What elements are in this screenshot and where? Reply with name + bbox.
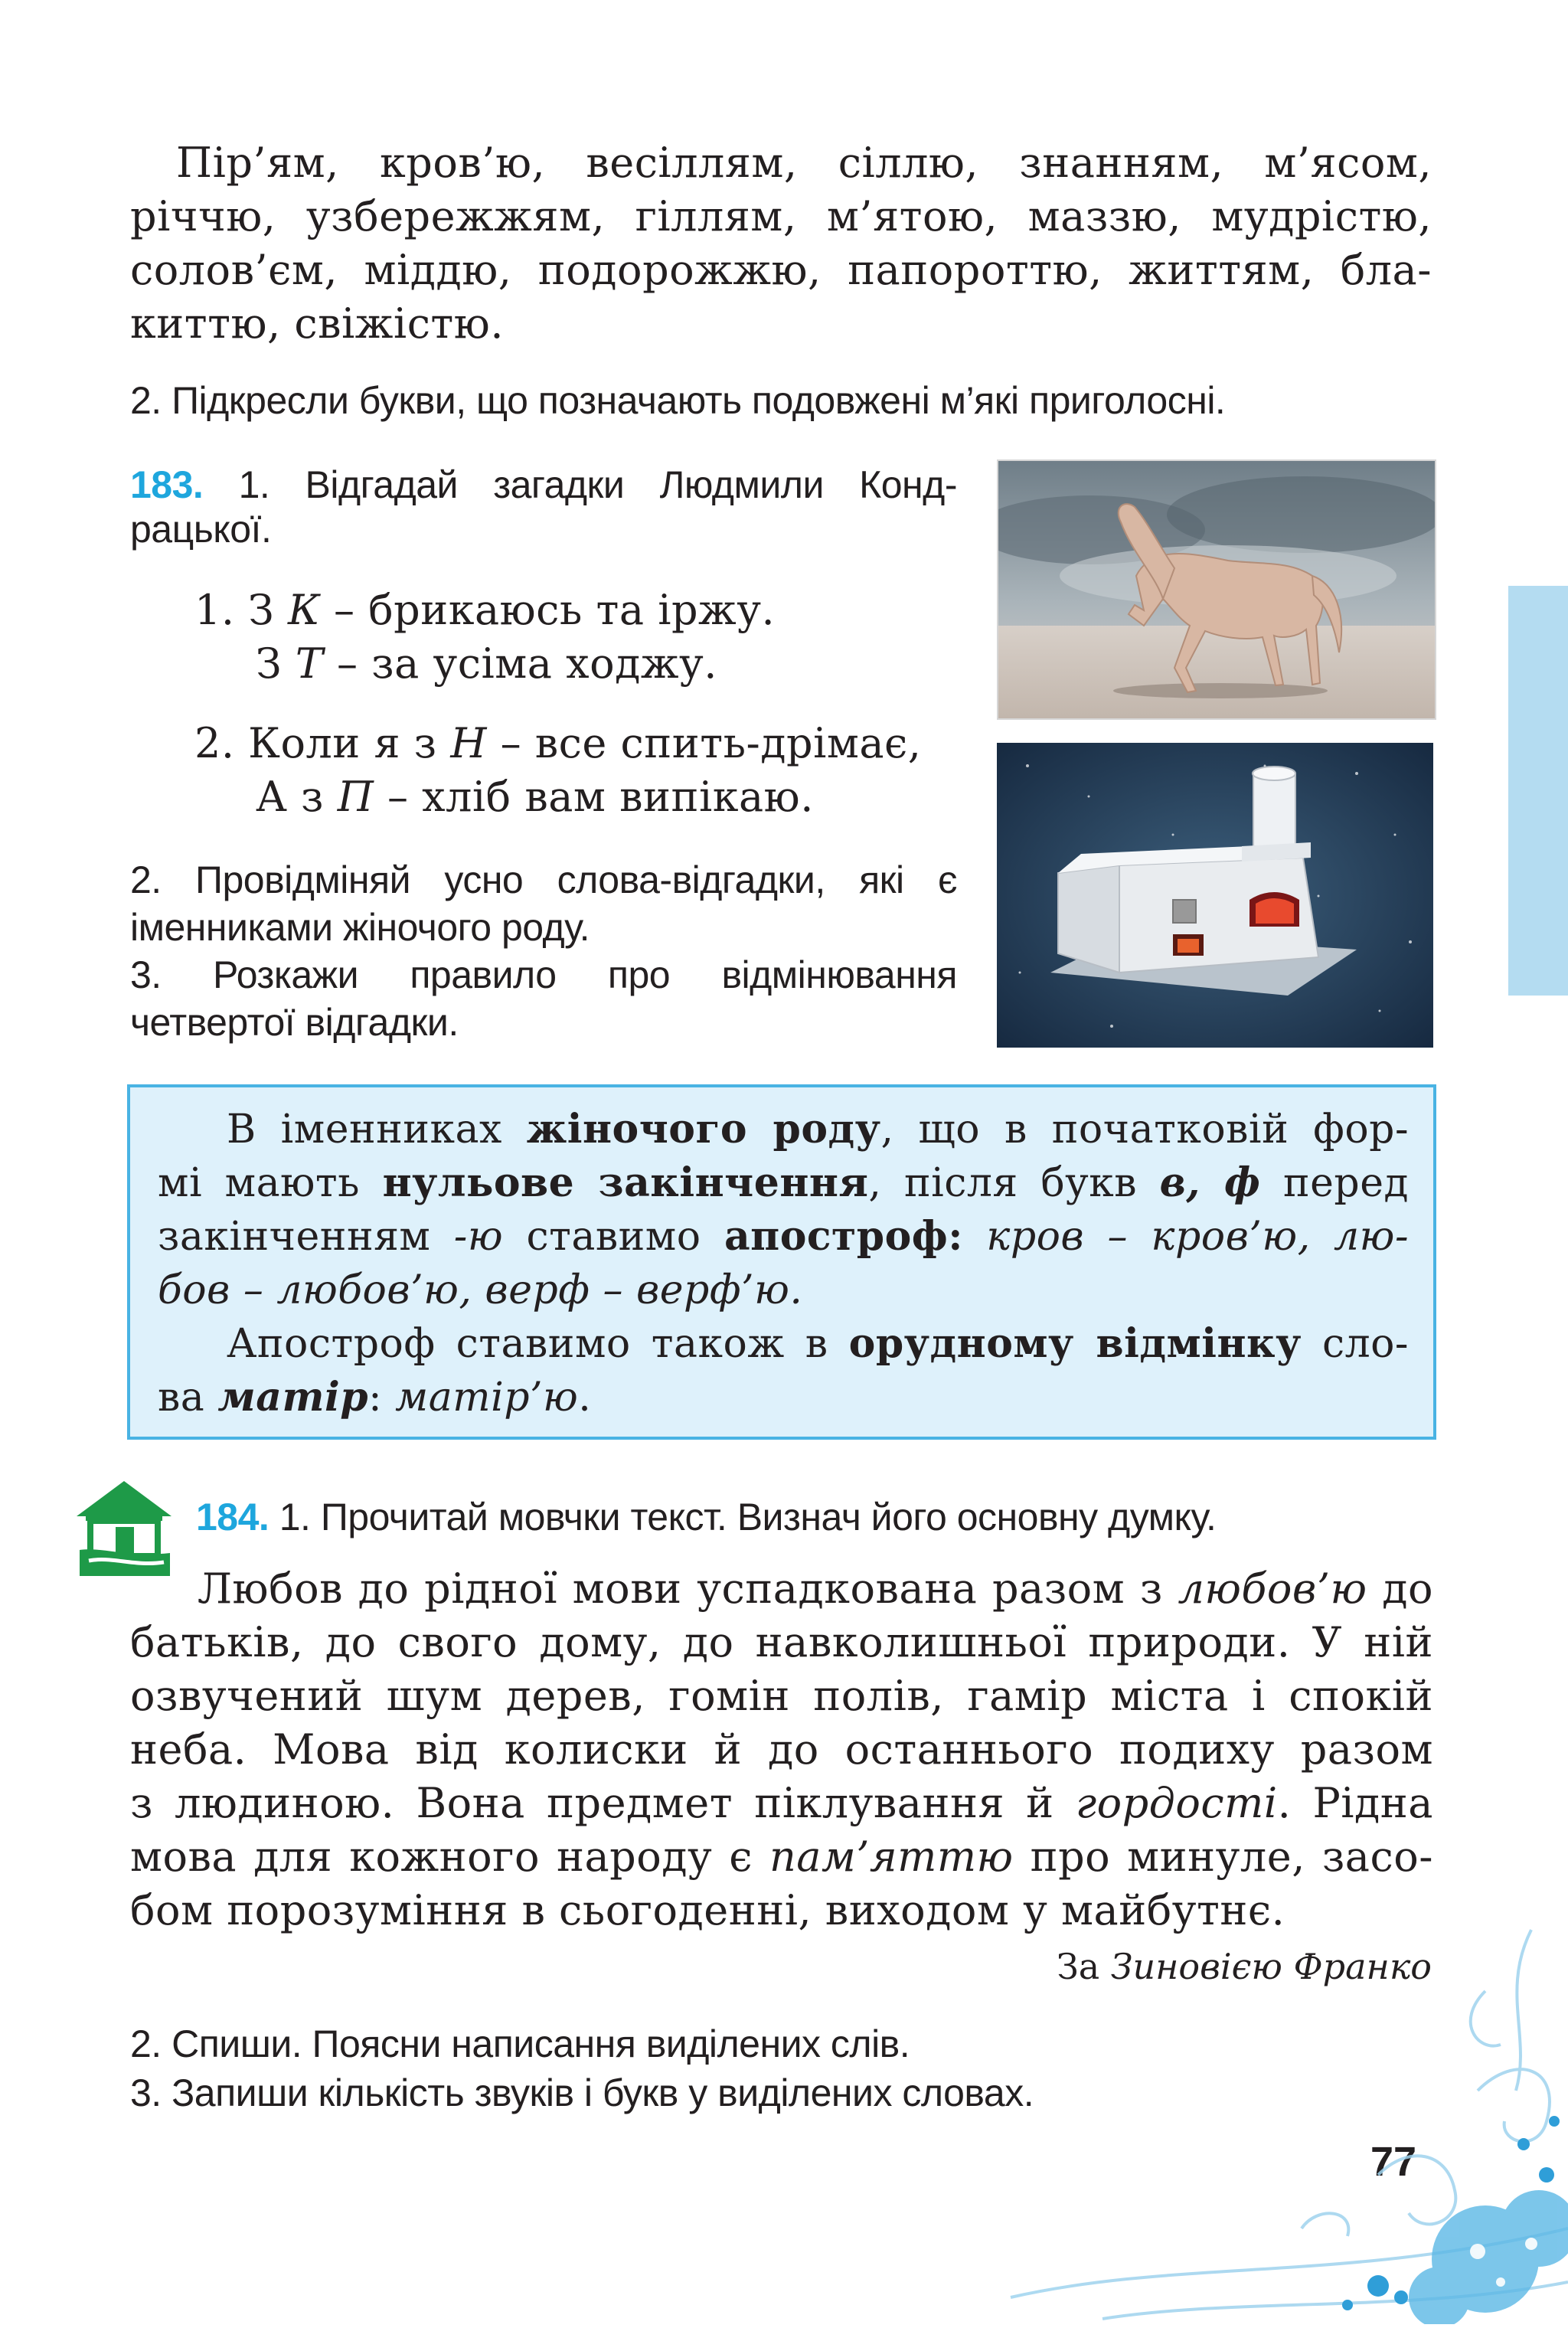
rule-line-4: бов – любов’ю, верф – верф’ю. [158,1267,803,1313]
rule-line-5: Апостроф ставимо також в орудному відмінку сло- [227,1320,1409,1367]
intro-line-1: Пір’ям, кров’ю, весіллям, сіллю, знанням, м’ясом, [176,139,1432,187]
ex183-task1-line2: рацької. [130,508,272,551]
ex183-task3-line2: четвертої відгадки. [130,1001,459,1044]
intro-paragraph [130,136,1432,351]
author-name: Зиновією Франко [1110,1946,1432,1987]
ex184-task1 [196,1495,1436,1539]
ex183-task1-line1: 1. Відгадай загадки Людмили Конд- [238,463,957,506]
side-tab [1508,586,1568,996]
ex184-task3: 3. Запиши кількість звуків і букв у виділених словах. [130,2071,1034,2114]
intro-line-3: солов’єм, міддю, подорожжю, папороттю, життям, бла- [130,246,1432,294]
horse-photo [997,459,1436,720]
riddle-letter-k: К [288,586,321,634]
rule-line-6: ва матір: матір’ю. [158,1374,592,1421]
ex184-number: 184. [196,1496,270,1538]
ex183-number: 183. [130,463,204,506]
ex184-line-4: неба. Мова від колиски й до останнього подиху разом [130,1725,1433,1774]
ex184-line-1: Любов до рідної мови успадкована разом з любов’ю до [198,1565,1433,1613]
ex184-line-2: батьків, до свого дому, до навколишньої природи. У ній [130,1618,1433,1666]
ex183-task3-line1: 3. Розкажи правило про відмінювання [130,953,957,996]
rule-box [127,1084,1436,1440]
ex184-line-6: мова для кожного народу є пам’яттю про минуле, засо- [130,1833,1433,1881]
ex184-text [130,1562,1433,1937]
oven-photo [997,743,1433,1048]
riddle-1: 1. З К – брикаюсь та іржу. З Т – за усіма ходжу. [194,586,776,688]
floral-decoration [949,1899,1568,2324]
rule-line-1: В іменниках жіночого роду, що в початковій фор- [227,1106,1410,1153]
ex183-task2-line2: іменниками жіночого роду. [130,906,590,949]
ex183-task2-line1: 2. Провідміняй усно слова-відгадки, які є [130,858,957,901]
ex183-task1 [130,463,957,551]
ex184-task1-text: 1. Прочитай мовчки текст. Визнач його основну думку. [279,1496,1217,1538]
ex184-line-3: озвучений шум дерев, гомін полів, гамір міста і спокій [130,1672,1433,1720]
ex184-line-5: з людиною. Вона предмет піклування й гордості. Рідна [130,1779,1433,1827]
ex184-line-7: бом порозуміння в сьогоденні, виходом у майбутнє. [130,1886,1285,1934]
author-attribution: За Зиновією Франко [1057,1946,1432,1987]
rule-line-3: закінченням -ю ставимо апостроф: кров – кров’ю, лю- [158,1213,1410,1260]
intro-line-4: киттю, свіжістю. [130,299,504,348]
ex184-task2: 2. Спиши. Поясни написання виділених слів. [130,2022,910,2065]
intro-task-2: 2. Підкресли букви, що позначають подовжені м’які приголосні. [130,379,1226,422]
riddle-2: 2. Коли я з Н – все спить-дрімає, А з П – хліб вам випікаю. [194,719,922,821]
page-number: 77 [1370,2139,1417,2185]
intro-line-2: річчю, узбережжям, гіллям, м’ятою, маззю, мудрістю, [130,192,1432,240]
ex183-task2-3 [130,856,957,1046]
riddle-letter-p: П [337,773,374,821]
riddle-letter-n: Н [450,719,487,767]
rule-line-2: мі мають нульове закінчення, після букв в, ф перед [158,1159,1410,1206]
rule-text [158,1103,1409,1424]
riddle-letter-t: Т [295,639,324,688]
